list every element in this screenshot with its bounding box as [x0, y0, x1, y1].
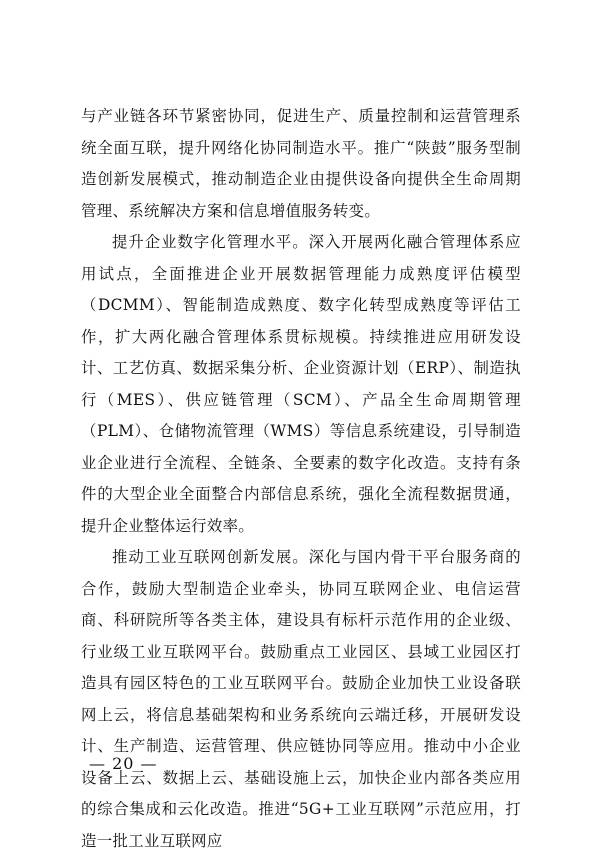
body-text [81, 101, 521, 857]
paragraph-continuation: 与产业链各环节紧密协同，促进生产、质量控制和运营管理系统全面互联，提升网络化协同制造水平。推广“陕鼓”服务型制造创新发展模式，推动制造企业由提供设备向提供全生命周期管理、系统解决方案和信息增值服务转变。 [81, 107, 521, 220]
page-number: — 20 — [89, 754, 158, 773]
paragraph-digital-management: 提升企业数字化管理水平。深入开展两化融合管理体系应用试点，全面推进企业开展数据管理能力成熟度评估模型（DCMM）、智能制造成熟度、数字化转型成熟度等评估工作，扩大两化融合管理体系贯标规模。持续推进应用研发设计、工艺仿真、数据采集分析、企业资源计划（ERP）、制造执行（MES）、供应链管理（SCM）、产品全生命周期管理（PLM）、仓储物流管理（WMS）等信息系统建设，引导制造业企业进行全流程、全链条、全要素的数字化改造。支持有条件的大型企业全面整合内部信息系统，强化全流程数据贯通，提升企业整体运行效率。 [81, 233, 521, 535]
paragraph-industrial-internet: 推动工业互联网创新发展。深化与国内骨干平台服务商的合作，鼓励大型制造企业牵头，协同互联网企业、电信运营商、科研院所等各类主体，建设具有标杆示范作用的企业级、行业级工业互联网平台。鼓励重点工业园区、县域工业园区打造具有园区特色的工业互联网平台。鼓励企业加快工业设备联网上云，将信息基础架构和业务系统向云端迁移，开展研发设计、生产制造、运营管理、供应链协同等应用。推动中小企业设备上云、数据上云、基础设施上云，加快企业内部各类应用的综合集成和云化改造。推进“5G+工业互联网”示范应用，打造一批工业互联网应 [81, 548, 521, 850]
